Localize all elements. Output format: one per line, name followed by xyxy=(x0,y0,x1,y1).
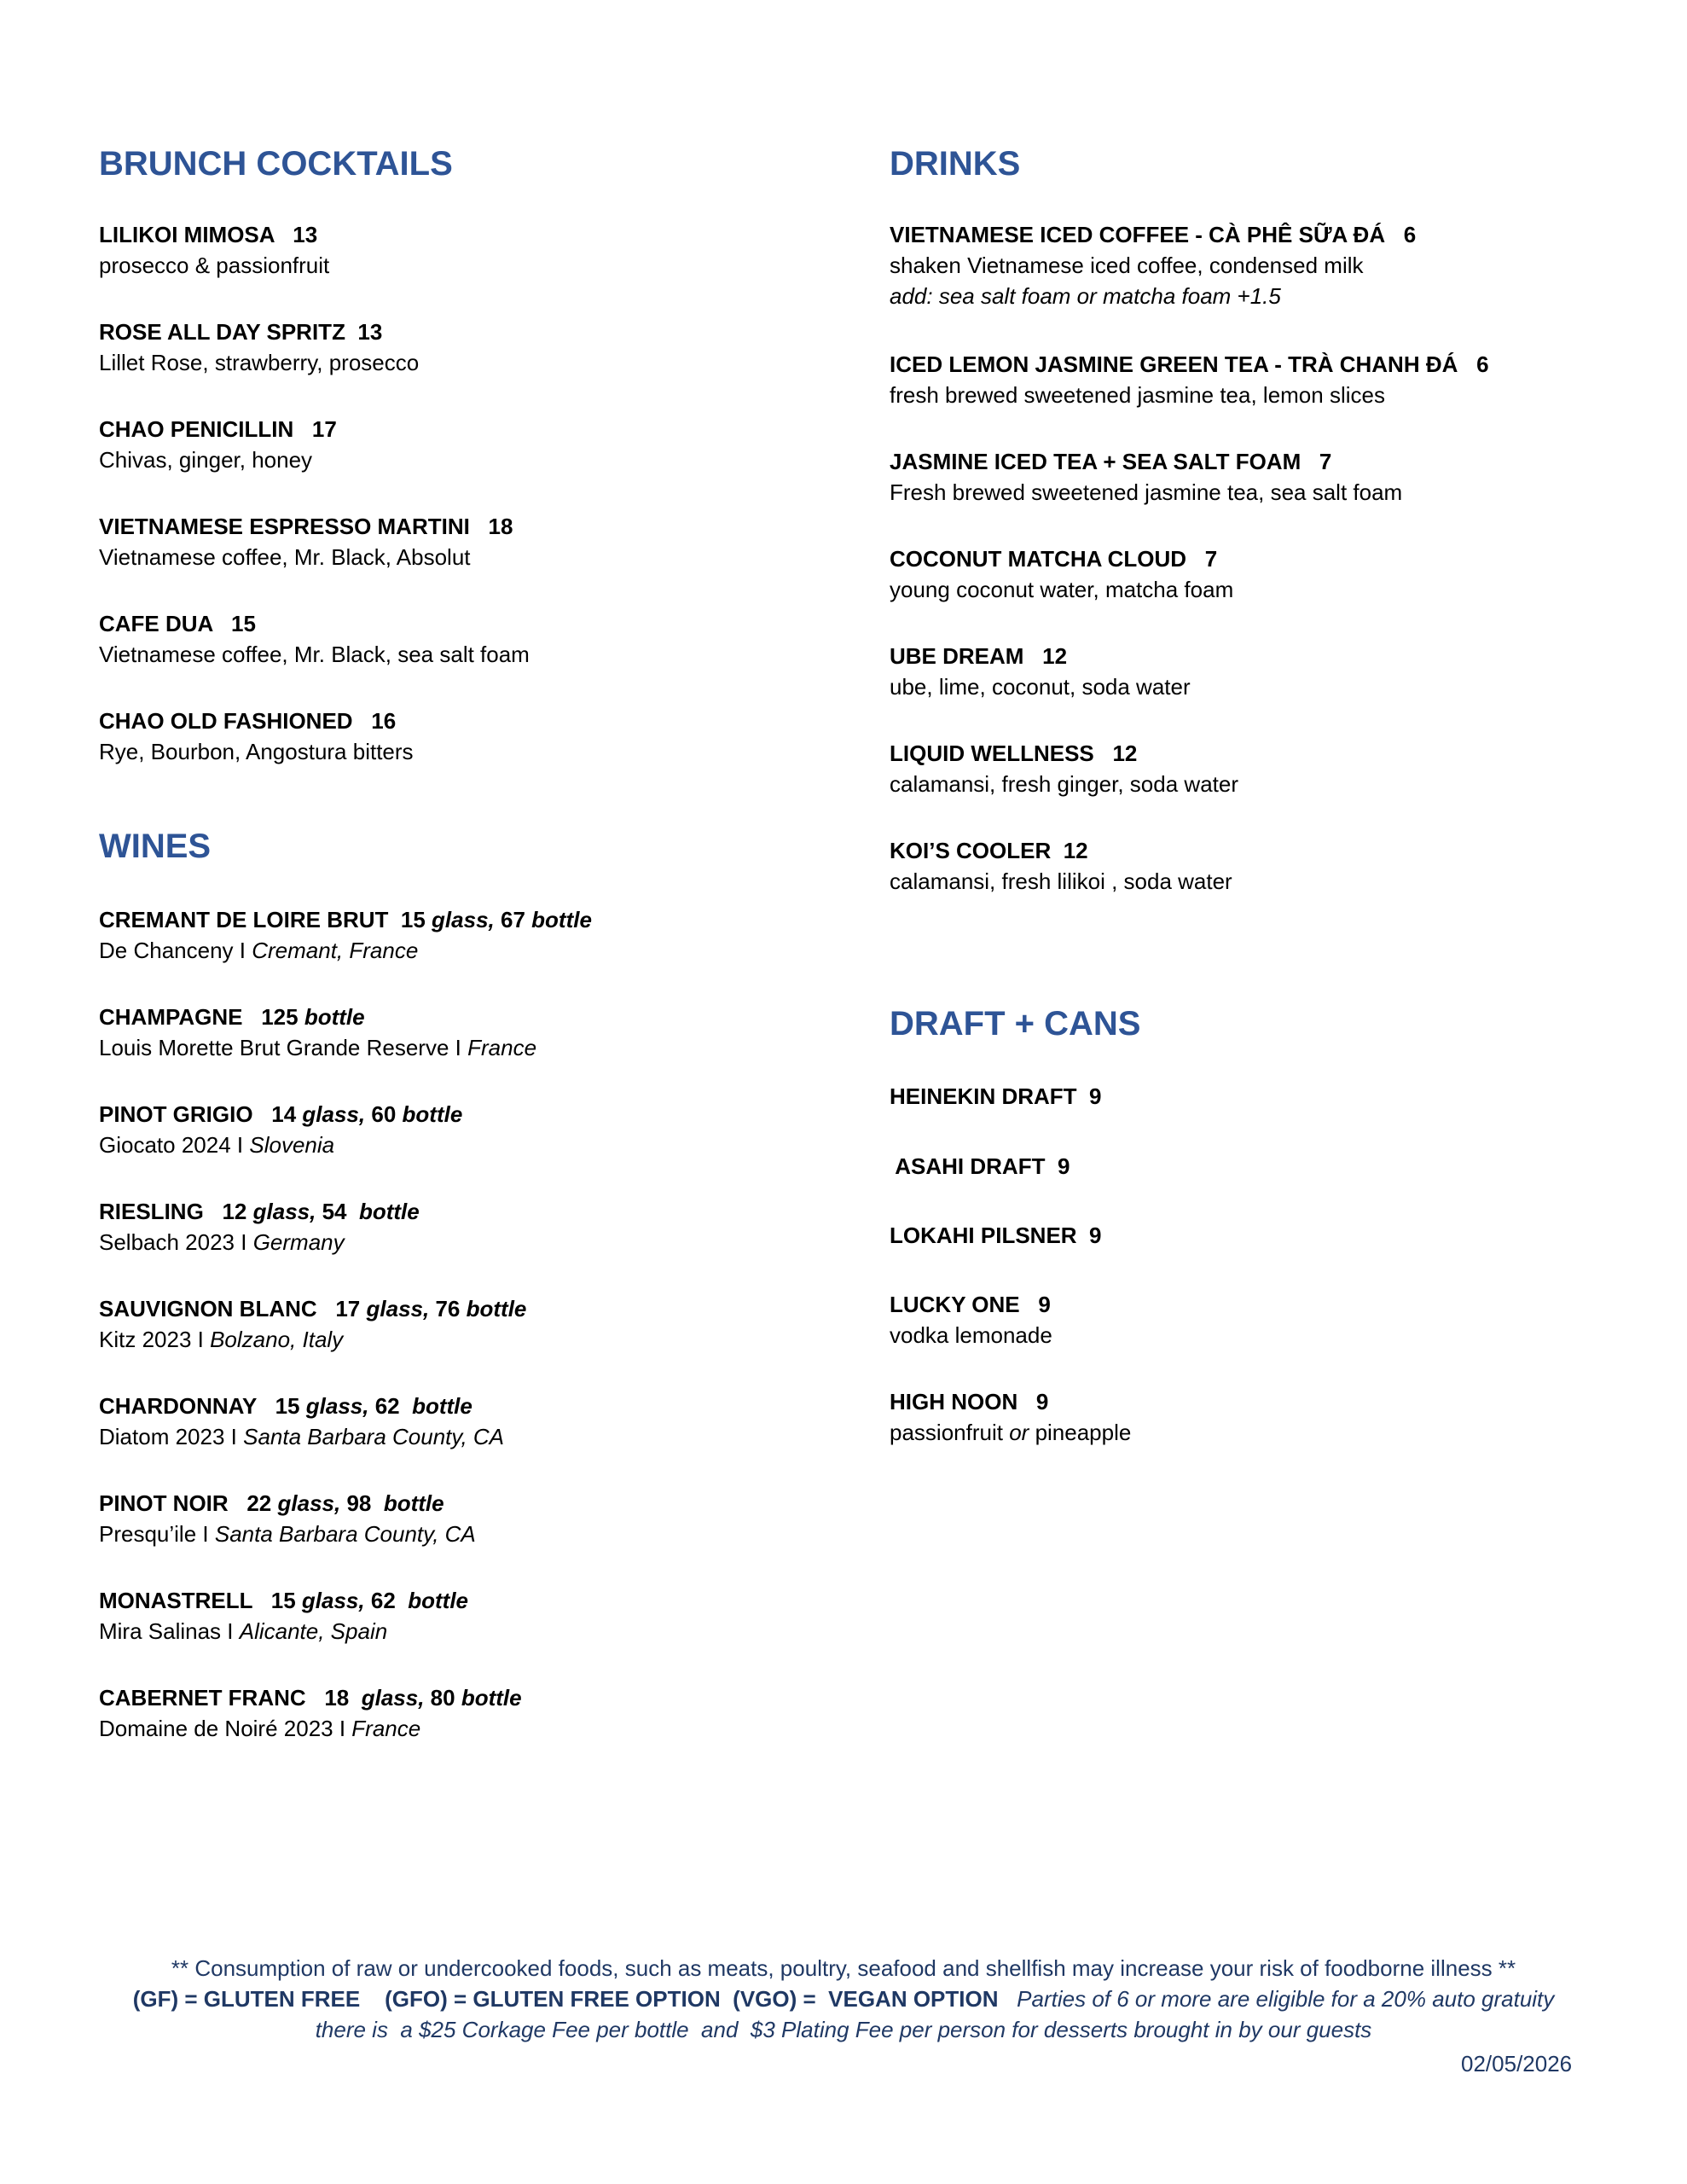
bottle-price: 62 xyxy=(374,1393,400,1419)
item-description: Rye, Bourbon, Angostura bitters xyxy=(99,739,414,764)
item-price: 13 xyxy=(357,319,383,345)
bottle-label: bottle xyxy=(412,1393,472,1419)
item-name: COCONUT MATCHA CLOUD xyxy=(890,546,1187,572)
item-price: 9 xyxy=(1035,1389,1049,1414)
item-name: LILIKOI MIMOSA xyxy=(99,222,275,247)
bottle-label: bottle xyxy=(408,1588,468,1613)
wine-producer: Kitz 2023 I xyxy=(99,1327,204,1352)
bottle-label: bottle xyxy=(383,1490,444,1516)
glass-price: 14 xyxy=(271,1101,297,1127)
item-price: 7 xyxy=(1204,546,1218,572)
menu-item xyxy=(890,1293,1657,1346)
menu-item xyxy=(890,353,1657,406)
item-price: 12 xyxy=(1112,741,1138,766)
item-description: ube, lime, coconut, soda water xyxy=(890,674,1191,700)
glass-price: 22 xyxy=(246,1490,272,1516)
bottle-price: 54 xyxy=(322,1199,347,1224)
item-price: 13 xyxy=(293,222,318,247)
item-name: PINOT NOIR xyxy=(99,1490,229,1516)
draft-cans-section xyxy=(890,1007,1140,1041)
item-description: Vietnamese coffee, Mr. Black, Absolut xyxy=(99,544,471,570)
wine-item xyxy=(99,1492,867,1545)
item-price: 18 xyxy=(488,514,513,539)
wine-item xyxy=(99,1687,867,1740)
item-name: ICED LEMON JASMINE GREEN TEA - TRÀ CHANH ĐÁ xyxy=(890,351,1458,377)
wine-region: Santa Barbara County, CA xyxy=(214,1521,476,1547)
item-description: prosecco & passionfruit xyxy=(99,253,330,278)
menu-item xyxy=(99,710,867,763)
item-name: RIESLING xyxy=(99,1199,204,1224)
menu-item xyxy=(99,418,867,471)
wine-item xyxy=(99,1200,867,1253)
bottle-price: 98 xyxy=(346,1490,372,1516)
wine-producer: Giocato 2024 I xyxy=(99,1132,244,1158)
wine-item xyxy=(99,1395,867,1448)
item-name: UBE DREAM xyxy=(890,643,1024,669)
item-add-on: add: sea salt foam or matcha foam +1.5 xyxy=(890,283,1281,309)
wine-item xyxy=(99,1589,867,1642)
bottle-price: 76 xyxy=(435,1296,461,1321)
wine-producer: De Chanceny I xyxy=(99,938,246,963)
item-price: 7 xyxy=(1319,449,1332,474)
item-name: ASAHI DRAFT xyxy=(895,1153,1046,1179)
item-price: 12 xyxy=(1063,838,1088,863)
glass-price: 15 xyxy=(400,907,426,932)
item-name: VIETNAMESE ICED COFFEE - CÀ PHÊ SỮA ĐÁ xyxy=(890,222,1386,247)
item-price: 17 xyxy=(311,416,337,442)
wine-item xyxy=(99,1298,867,1350)
wine-producer: Domaine de Noiré 2023 I xyxy=(99,1716,346,1741)
item-name: LUCKY ONE xyxy=(890,1292,1020,1317)
glass-price: 18 xyxy=(324,1685,350,1711)
bottle-label: bottle xyxy=(461,1685,522,1711)
bottle-price: 60 xyxy=(371,1101,397,1127)
item-description: young coconut water, matcha foam xyxy=(890,577,1234,602)
menu-item xyxy=(890,548,1657,601)
item-description: Vietnamese coffee, Mr. Black, sea salt foam xyxy=(99,642,530,667)
item-description: vodka lemonade xyxy=(890,1322,1052,1348)
menu-item xyxy=(890,1224,1657,1246)
item-name: CHARDONNAY xyxy=(99,1393,257,1419)
item-name: LOKAHI PILSNER xyxy=(890,1223,1077,1248)
wine-producer: Louis Morette Brut Grande Reserve I xyxy=(99,1035,461,1060)
item-description: passionfruit xyxy=(890,1420,1003,1445)
drinks-section xyxy=(890,147,1020,181)
item-name: HEINEKIN DRAFT xyxy=(890,1083,1077,1109)
menu-item xyxy=(99,321,867,374)
wine-producer: Diatom 2023 I xyxy=(99,1424,237,1449)
bottle-label: bottle xyxy=(304,1004,365,1030)
item-description: Lillet Rose, strawberry, prosecco xyxy=(99,350,420,375)
item-description: shaken Vietnamese iced coffee, condensed milk xyxy=(890,253,1364,278)
item-price: 9 xyxy=(1038,1292,1051,1317)
glass-label: glass, xyxy=(301,1588,365,1613)
gratuity-note: Parties of 6 or more are eligible for a 20% auto gratuity xyxy=(1017,1986,1555,2012)
dietary-legend: (GF) = GLUTEN FREE (GFO) = GLUTEN FREE OPTION (VGO) = VEGAN OPTION xyxy=(132,1986,999,2012)
menu-item xyxy=(890,450,1657,503)
wine-region: Slovenia xyxy=(249,1132,335,1158)
item-price: 16 xyxy=(371,708,397,734)
wine-item xyxy=(99,1006,867,1059)
item-name: JASMINE ICED TEA + SEA SALT FOAM xyxy=(890,449,1301,474)
glass-label: glass, xyxy=(305,1393,369,1419)
wine-producer: Presqu’ile I xyxy=(99,1521,209,1547)
glass-price: 15 xyxy=(275,1393,300,1419)
bottle-label: bottle xyxy=(402,1101,463,1127)
item-price: 15 xyxy=(231,611,256,636)
item-name: LIQUID WELLNESS xyxy=(890,741,1094,766)
menu-item xyxy=(890,1391,1657,1443)
item-name: CREMANT DE LOIRE BRUT xyxy=(99,907,389,932)
item-name: CAFE DUA xyxy=(99,611,213,636)
wine-region: Cremant, France xyxy=(252,938,419,963)
item-description: Fresh brewed sweetened jasmine tea, sea salt foam xyxy=(890,479,1403,505)
section-title: DRAFT + CANS xyxy=(890,1005,1141,1043)
item-name: HIGH NOON xyxy=(890,1389,1018,1414)
item-name: VIETNAMESE ESPRESSO MARTINI xyxy=(99,514,470,539)
wine-producer: Mira Salinas I xyxy=(99,1618,234,1644)
menu-item xyxy=(890,1155,1657,1177)
item-name: SAUVIGNON BLANC xyxy=(99,1296,317,1321)
item-name: CABERNET FRANC xyxy=(99,1685,306,1711)
menu-item xyxy=(99,613,867,665)
glass-label: glass, xyxy=(252,1199,316,1224)
menu-item xyxy=(99,515,867,568)
menu-item xyxy=(890,839,1657,892)
glass-price: 12 xyxy=(222,1199,247,1224)
menu-item xyxy=(890,224,1657,307)
section-title: WINES xyxy=(99,828,212,865)
food-safety-warning: ** Consumption of raw or undercooked foods, such as meats, poultry, seafood and shellfish may increase your risk of foodborne illness ** xyxy=(171,1955,1516,1981)
wine-region: Bolzano, Italy xyxy=(210,1327,344,1352)
menu-item xyxy=(890,645,1657,698)
item-name: PINOT GRIGIO xyxy=(99,1101,253,1127)
wine-region: France xyxy=(351,1716,421,1741)
menu-date: 02/05/2026 xyxy=(1461,2051,1573,2077)
glass-label: glass, xyxy=(302,1101,366,1127)
item-name: ROSE ALL DAY SPRITZ xyxy=(99,319,345,345)
glass-label: glass, xyxy=(432,907,495,932)
wine-producer: Selbach 2023 I xyxy=(99,1229,247,1255)
item-name: KOI’S COOLER xyxy=(890,838,1052,863)
wines-section xyxy=(99,829,211,863)
wine-item xyxy=(99,909,867,961)
brunch-cocktails-section xyxy=(99,147,453,181)
item-price: 12 xyxy=(1042,643,1068,669)
item-price: 6 xyxy=(1476,351,1489,377)
item-description-or: or xyxy=(1009,1420,1029,1445)
wine-item xyxy=(99,1103,867,1156)
dietary-legend-line xyxy=(0,1988,1687,2010)
item-price: 9 xyxy=(1089,1083,1102,1109)
wine-region: Germany xyxy=(252,1229,345,1255)
item-description: calamansi, fresh lilikoi , soda water xyxy=(890,868,1232,894)
bottle-label: bottle xyxy=(531,907,592,932)
item-price: 6 xyxy=(1403,222,1417,247)
menu-item xyxy=(99,224,867,276)
bottle-label: bottle xyxy=(358,1199,420,1224)
item-description: Chivas, ginger, honey xyxy=(99,447,313,473)
bottle-price: 125 xyxy=(261,1004,299,1030)
item-name: CHAO OLD FASHIONED xyxy=(99,708,353,734)
item-description: fresh brewed sweetened jasmine tea, lemon slices xyxy=(890,382,1385,408)
wine-region: France xyxy=(467,1035,537,1060)
item-price: 9 xyxy=(1057,1153,1070,1179)
item-name: MONASTRELL xyxy=(99,1588,253,1613)
item-description: calamansi, fresh ginger, soda water xyxy=(890,771,1238,797)
item-name: CHAO PENICILLIN xyxy=(99,416,294,442)
wine-region: Santa Barbara County, CA xyxy=(243,1424,505,1449)
wine-region: Alicante, Spain xyxy=(239,1618,388,1644)
menu-item xyxy=(890,1085,1657,1107)
item-description: pineapple xyxy=(1035,1420,1132,1445)
bottle-price: 62 xyxy=(370,1588,396,1613)
bottle-price: 67 xyxy=(501,907,525,932)
glass-label: glass, xyxy=(361,1685,425,1711)
menu-item xyxy=(890,742,1657,795)
glass-price: 17 xyxy=(335,1296,361,1321)
corkage-note: there is a $25 Corkage Fee per bottle and $3 Plating Fee per person for desserts brought in by our guests xyxy=(315,2017,1372,2042)
item-name: CHAMPAGNE xyxy=(99,1004,243,1030)
section-title: BRUNCH COCKTAILS xyxy=(99,145,453,183)
glass-label: glass, xyxy=(366,1296,430,1321)
glass-price: 15 xyxy=(270,1588,296,1613)
item-price: 9 xyxy=(1089,1223,1102,1248)
bottle-label: bottle xyxy=(466,1296,527,1321)
section-title: DRINKS xyxy=(890,145,1021,183)
bottle-price: 80 xyxy=(430,1685,455,1711)
glass-label: glass, xyxy=(277,1490,341,1516)
